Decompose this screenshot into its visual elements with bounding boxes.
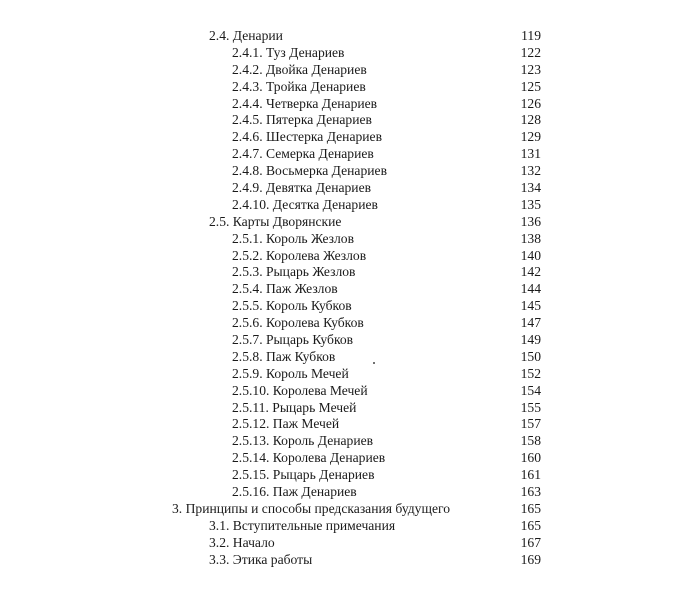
toc-entry [0,281,700,298]
toc-entry-page-number: 154 [520,382,541,398]
toc-entry-page-number: 135 [520,196,541,212]
toc-entry [0,433,700,450]
toc-entry-title: 2.5.6. Королева Кубков [232,315,364,331]
toc-entry-page-number: 169 [520,551,541,567]
toc-entry [0,416,700,433]
toc-entry-title: 2.4.10. Десятка Денариев [232,196,378,212]
toc-entry [0,146,700,163]
toc-entry-page-number: 152 [520,365,541,381]
toc-entry-page-number: 125 [520,78,541,94]
toc-entry-title: 2.5.12. Паж Мечей [232,416,340,432]
toc-entry-page-number: 165 [520,517,541,533]
toc-entry [0,45,700,62]
toc-entry-page-number: 167 [520,534,541,550]
toc-entry-title: 2.4.8. Восьмерка Денариев [232,163,387,179]
toc-entry [0,535,700,552]
toc-entry-page-number: 123 [520,61,541,77]
toc-entry [0,180,700,197]
toc-entry-title: 2.4.6. Шестерка Денариев [232,129,383,145]
toc-entry-page-number: 144 [520,281,541,297]
toc-entry [0,214,700,231]
toc-entry-title: 2.5.2. Королева Жезлов [232,247,367,263]
toc-entry-page-number: 158 [520,433,541,449]
toc-entry-title: 2.5.4. Паж Жезлов [232,281,338,297]
toc-entry-title: 2.5.9. Король Мечей [232,365,349,381]
toc-entry [0,332,700,349]
toc-entry-title: 2.5.10. Королева Мечей [232,382,368,398]
table-of-contents [0,28,700,569]
toc-entry-page-number: 128 [520,112,541,128]
toc-entry [0,62,700,79]
toc-entry [0,197,700,214]
toc-entry [0,112,700,129]
toc-entry-title: 3.3. Этика работы [209,551,313,567]
toc-entry [0,501,700,518]
toc-entry-title: 2.5.13. Король Денариев [232,433,374,449]
toc-entry [0,518,700,535]
toc-entry-page-number: 155 [520,399,541,415]
print-speck [373,362,375,364]
toc-entry-title: 2.4.4. Четверка Денариев [232,95,378,111]
toc-entry [0,383,700,400]
toc-entry-title: 3.2. Начало [209,534,275,550]
toc-entry [0,163,700,180]
toc-entry-title: 2.5.8. Паж Кубков [232,348,336,364]
toc-entry [0,79,700,96]
toc-entry-page-number: 163 [520,484,541,500]
toc-entry [0,248,700,265]
toc-entry-page-number: 142 [520,264,541,280]
toc-entry-page-number: 126 [520,95,541,111]
toc-entry-page-number: 136 [520,213,541,229]
toc-entry-page-number: 161 [520,467,541,483]
toc-entry [0,231,700,248]
toc-entry-page-number: 131 [520,146,541,162]
toc-entry-title: 2.5.5. Король Кубков [232,298,352,314]
toc-entry-page-number: 157 [520,416,541,432]
toc-entry-page-number: 122 [520,44,541,60]
toc-entry [0,366,700,383]
toc-entry [0,298,700,315]
toc-entry-title: 3. Принципы и способы предсказания будущего [172,500,451,516]
toc-entry-title: 2.5.7. Рыцарь Кубков [232,332,354,348]
toc-entry-title: 2.4.2. Двойка Денариев [232,61,367,77]
toc-entry-page-number: 119 [521,28,541,43]
toc-entry-title: 2.5.11. Рыцарь Мечей [232,399,357,415]
toc-entry-page-number: 160 [520,450,541,466]
toc-entry-page-number: 129 [520,129,541,145]
toc-entry [0,400,700,417]
toc-entry [0,349,700,366]
toc-entry-page-number: 138 [520,230,541,246]
toc-entry-title: 2.5. Карты Дворянские [209,213,342,229]
toc-entry [0,467,700,484]
toc-entry-page-number: 149 [520,332,541,348]
toc-entry [0,315,700,332]
toc-entry-title: 2.4.5. Пятерка Денариев [232,112,372,128]
toc-entry-title: 2.5.1. Король Жезлов [232,230,355,246]
toc-entry-title: 2.5.14. Королева Денариев [232,450,386,466]
toc-entry-title: 3.1. Вступительные примечания [209,517,396,533]
toc-entry-page-number: 150 [520,348,541,364]
toc-entry-title: 2.4.1. Туз Денариев [232,44,345,60]
toc-entry-page-number: 132 [520,163,541,179]
toc-entry [0,552,700,569]
toc-entry-title: 2.5.3. Рыцарь Жезлов [232,264,356,280]
toc-entry-title: 2.4.9. Девятка Денариев [232,180,372,196]
toc-entry-page-number: 147 [520,315,541,331]
toc-entry [0,96,700,113]
toc-entry-page-number: 140 [520,247,541,263]
toc-entry [0,129,700,146]
toc-entry [0,264,700,281]
toc-entry-page-number: 134 [520,180,541,196]
toc-entry-title: 2.4.7. Семерка Денариев [232,146,374,162]
toc-entry [0,450,700,467]
toc-entry [0,484,700,501]
toc-entry-page-number: 145 [520,298,541,314]
toc-entry-title: 2.5.16. Паж Денариев [232,484,357,500]
toc-entry-title: 2.4. Денарии [209,28,283,43]
toc-entry-page-number: 165 [520,500,541,516]
toc-entry-title: 2.5.15. Рыцарь Денариев [232,467,375,483]
toc-entry-title: 2.4.3. Тройка Денариев [232,78,366,94]
toc-entry [0,28,700,45]
